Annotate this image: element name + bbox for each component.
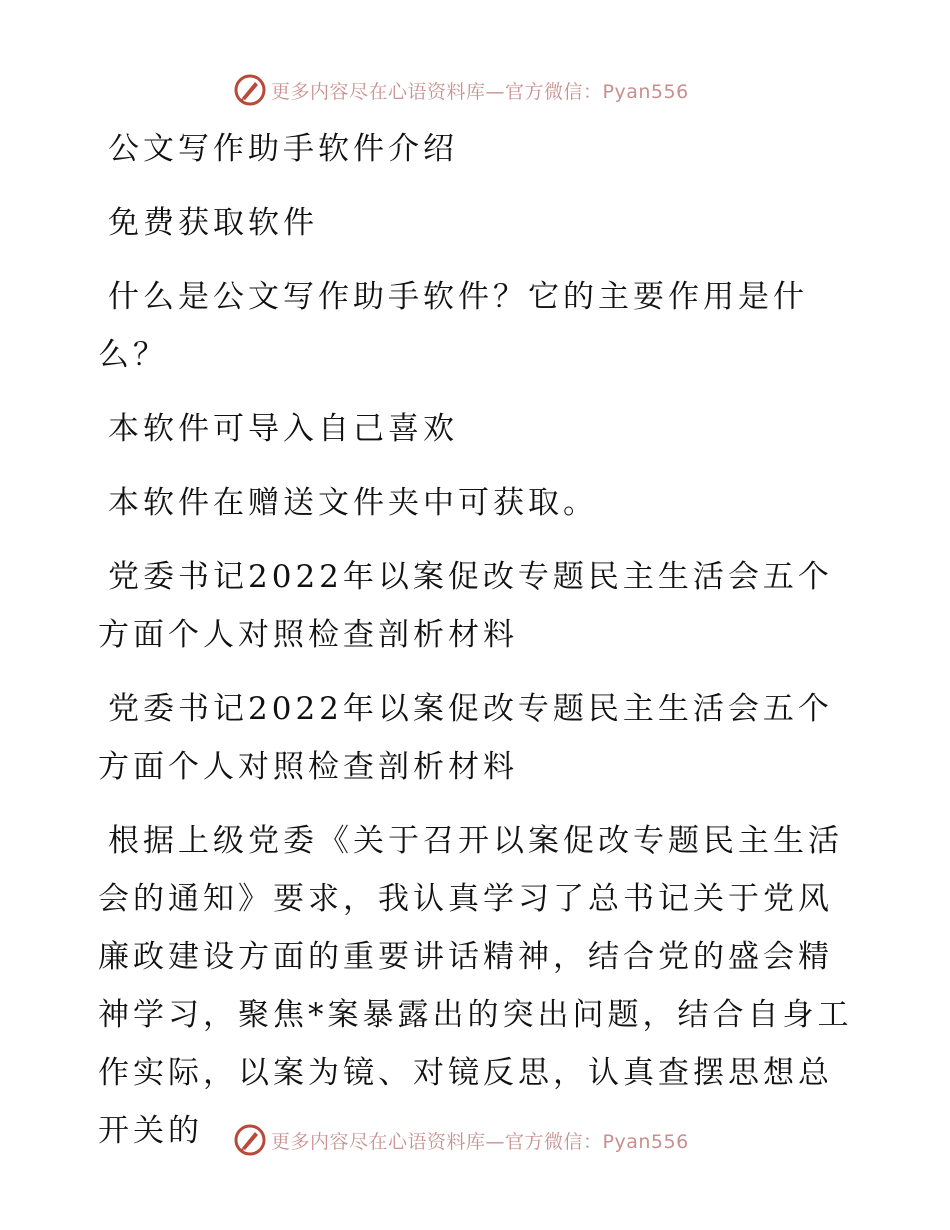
doc-paragraph: 本软件在赠送文件夹中可获取。 [108, 485, 598, 521]
doc-paragraph: 什么是公文写作助手软件？它的主要作用是什么？ [98, 279, 808, 373]
watermark-text: 更多内容尽在心语资料库—官方微信：Pyan556 [271, 1130, 689, 1153]
watermark-text: 更多内容尽在心语资料库—官方微信：Pyan556 [271, 80, 689, 103]
doc-paragraph: 根据上级党委《关于召开以案促改专题民主生活会的通知》要求，我认真学习了总书记关于党风廉政建设方面的重要讲话精神，结合党的盛会精神学习，聚焦*案暴露出的突出问题，结合自身工作实际，以案为镜、对镜反思，认真查摆思想总开关的 [98, 823, 853, 1149]
doc-paragraph: 党委书记2022年以案促改专题民主生活会五个方面个人对照检查剖析材料 [98, 559, 833, 653]
footer-watermark [233, 1122, 689, 1158]
doc-paragraph: 党委书记2022年以案促改专题民主生活会五个方面个人对照检查剖析材料 [98, 691, 833, 785]
quill-pen-circle-icon [233, 73, 267, 107]
doc-paragraph: 本软件可导入自己喜欢 [108, 411, 458, 447]
doc-paragraph: 公文写作助手软件介绍 [108, 131, 458, 167]
document-body [98, 120, 858, 1176]
header-watermark [233, 72, 689, 108]
quill-pen-circle-icon [233, 1123, 267, 1157]
doc-paragraph: 免费获取软件 [108, 205, 318, 241]
